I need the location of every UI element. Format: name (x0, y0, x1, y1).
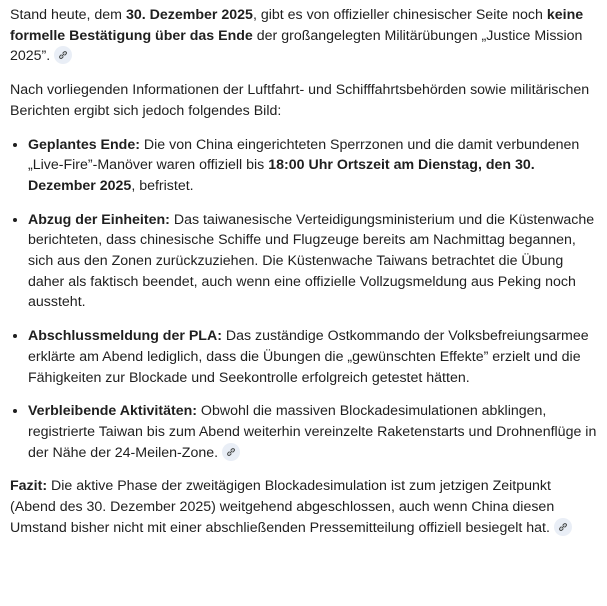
item-emphasis: 18:00 Uhr Ortszeit am Dienstag, den 30. Dezember 2025 (28, 157, 535, 194)
item-text: Obwohl die massiven Blockadesimulationen abklingen, registrierte Taiwan bis zum Abend weiterhin vereinzelte Raketenstarts und Drohnenflüge in der Nähe der 24-Meilen-Zone. (28, 403, 597, 461)
link-icon (558, 522, 568, 532)
intro-emphasis: keine formelle Bestätigung über das Ende (10, 7, 584, 44)
item-title: Abzug der Einheiten: (28, 211, 170, 228)
list-item (28, 210, 597, 314)
conclusion-text: Die aktive Phase der zweitägigen Blockadesimulation ist zum jetzigen Zeitpunkt (Abend des 30. Dezember 2025) weitgehend abgeschlossen, auch wenn China diesen Umstand bisher nicht mit einer abschließenden Pressemitteilung offiziell besiegelt hat. (10, 478, 555, 536)
intro-date: 30. Dezember 2025 (125, 7, 253, 23)
bullet-list (10, 135, 597, 464)
item-title: Verbleibende Aktivitäten: (28, 403, 197, 420)
item-title: Geplantes Ende: (28, 136, 140, 153)
intro-text: , gibt es von offizieller chinesischer Seite noch (252, 7, 547, 23)
conclusion-title: Fazit: (10, 478, 48, 495)
intro-text: Stand heute, dem (10, 7, 126, 23)
list-item (28, 326, 597, 388)
lead-paragraph: Nach vorliegenden Informationen der Luftfahrt- und Schifffahrtsbehörden sowie militärischen Berichten ergibt sich jedoch folgendes Bild: (10, 82, 590, 119)
intro-paragraph (10, 5, 597, 67)
item-text: Die von China eingerichteten Sperrzonen und die damit verbundenen „Live-Fire”-Manöver waren offiziell bis (28, 136, 580, 174)
item-text: , befristet. (131, 177, 194, 194)
intro-text: der großangelegten Militärübungen „Justice Mission 2025”. (10, 27, 583, 65)
list-item (28, 135, 597, 197)
list-item (28, 401, 597, 463)
source-link-button[interactable] (554, 518, 572, 536)
item-text: Das zuständige Ostkommando der Volksbefreiungsarmee erklärte am Abend lediglich, dass die Übungen die „gewünschten Effekte” erzielt und die Fähigkeiten zur Blockade und Seekontrolle erfolgreich getestet hätten. (28, 328, 589, 386)
link-icon (226, 447, 236, 457)
source-link-button[interactable] (54, 46, 72, 64)
item-title: Abschlussmeldung der PLA: (28, 328, 222, 345)
source-link-button[interactable] (222, 443, 240, 461)
link-icon (58, 50, 68, 60)
item-text: Das taiwanesische Verteidigungsministerium und die Küstenwache berichteten, dass chinesische Schiffe und Flugzeuge bereits am Nachmittag begannen, sich aus den Zonen zurückzuziehen. Die Küstenwache Taiwans betrachtet die Übung daher als faktisch beendet, auch wenn eine offizielle Vollzugsmeldung aus Peking noch aussteht. (28, 211, 595, 311)
conclusion-paragraph (10, 476, 597, 538)
